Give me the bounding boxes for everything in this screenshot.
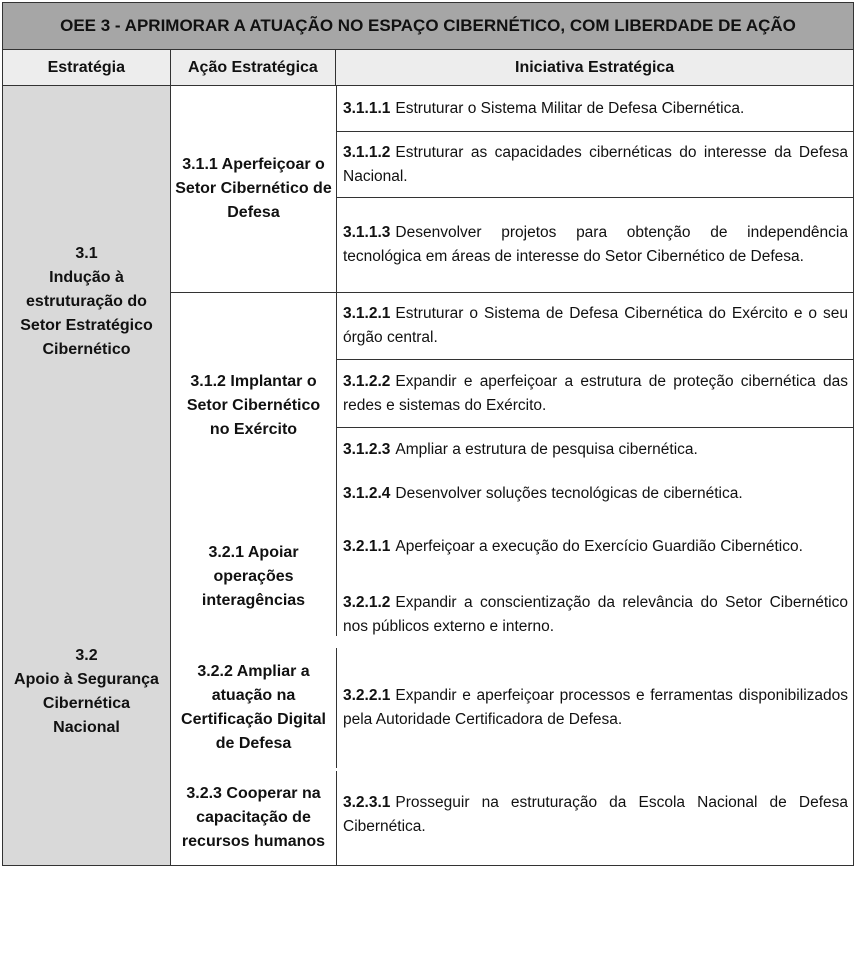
iniciativa-text: Prosseguir na estruturação da Escola Nacional de Defesa Cibernética. [343,794,848,835]
iniciativa-3-1-1-2 [337,132,854,197]
table-body [2,86,854,866]
iniciativa-3-1-1-1 [337,86,854,131]
acao-3-1-2: 3.1.2 Implantar o Setor Cibernético no Exército [171,293,337,518]
iniciativa-code: 3.2.1.1 [343,538,391,555]
acao-3-1-1: 3.1.1 Aperfeiçoar o Setor Cibernético de Defesa [171,86,337,292]
iniciativa-3-2-1-2 [337,586,854,644]
iniciativa-3-1-2-1 [337,293,854,359]
iniciativa-3-1-2-3 [337,428,854,472]
iniciativa-text: Desenvolver soluções tecnológicas de cibernética. [395,485,743,502]
iniciativa-code: 3.1.2.2 [343,372,391,390]
iniciativa-text: Ampliar a estrutura de pesquisa cibernética. [395,441,698,458]
iniciativa-3-2-2-1 [337,678,854,738]
iniciativa-code: 3.1.2.4 [343,485,391,502]
acao-3-2-1: 3.2.1 Apoiar operações interagências [171,518,337,636]
iniciativa-text: Expandir e aperfeiçoar a estrutura de proteção cibernética das redes e sistemas do Exército. [343,372,848,414]
estrategia-code: 3.1 [75,245,98,262]
header-acao: Ação Estratégica [171,50,337,85]
iniciativa-code: 3.2.2.1 [343,687,391,704]
iniciativa-code: 3.2.3.1 [343,794,391,811]
iniciativa-code: 3.1.2.3 [343,441,391,458]
estrategia-3-2 [3,518,171,865]
iniciativa-code: 3.1.1.3 [343,224,391,241]
header-estrategia: Estratégia [3,50,171,85]
strategy-table [2,2,854,866]
iniciativa-code: 3.1.1.1 [343,99,391,117]
iniciativa-text: Aperfeiçoar a execução do Exercício Guardião Cibernético. [395,538,803,555]
iniciativa-3-1-2-2 [337,360,854,427]
table-title: OEE 3 - APRIMORAR A ATUAÇÃO NO ESPAÇO CIBERNÉTICO, COM LIBERDADE DE AÇÃO [2,2,854,50]
header-row [2,50,854,86]
estrategia-3-1 [3,86,171,518]
acao-3-2-3: 3.2.3 Cooperar na capacitação de recursos humanos [171,771,337,865]
iniciativa-3-1-1-3 [337,198,854,292]
estrategia-label: Apoio à Segurança Cibernética Nacional [14,670,159,736]
iniciativa-text: Expandir a conscientização da relevância do Setor Cibernético nos públicos externo e interno. [343,594,848,635]
acao-3-2-2: 3.2.2 Ampliar a atuação na Certificação Digital de Defesa [171,648,337,768]
iniciativa-text: Expandir e aperfeiçoar processos e ferramentas disponibilizados pela Autoridade Certificadora de Defesa. [343,687,848,728]
iniciativa-3-1-2-4 [337,472,854,516]
iniciativa-code: 3.2.1.2 [343,594,391,611]
iniciativa-code: 3.1.1.2 [343,143,391,161]
iniciativa-text: Estruturar o Sistema de Defesa Cibernética do Exército e o seu órgão central. [343,305,848,346]
iniciativa-code: 3.1.2.1 [343,305,391,322]
iniciativa-3-2-3-1 [337,786,854,844]
iniciativa-text: Estruturar o Sistema Militar de Defesa Cibernética. [395,99,745,117]
iniciativa-3-2-1-1 [337,518,854,576]
estrategia-label: Indução à estruturação do Setor Estratégico Cibernético [20,269,153,358]
iniciativa-text: Desenvolver projetos para obtenção de independência tecnológica em áreas de interesse do Setor Cibernético de Defesa. [343,224,848,265]
estrategia-code: 3.2 [75,646,98,664]
iniciativa-text: Estruturar as capacidades cibernéticas do interesse da Defesa Nacional. [343,143,848,185]
header-iniciativa: Iniciativa Estratégica [515,58,675,76]
